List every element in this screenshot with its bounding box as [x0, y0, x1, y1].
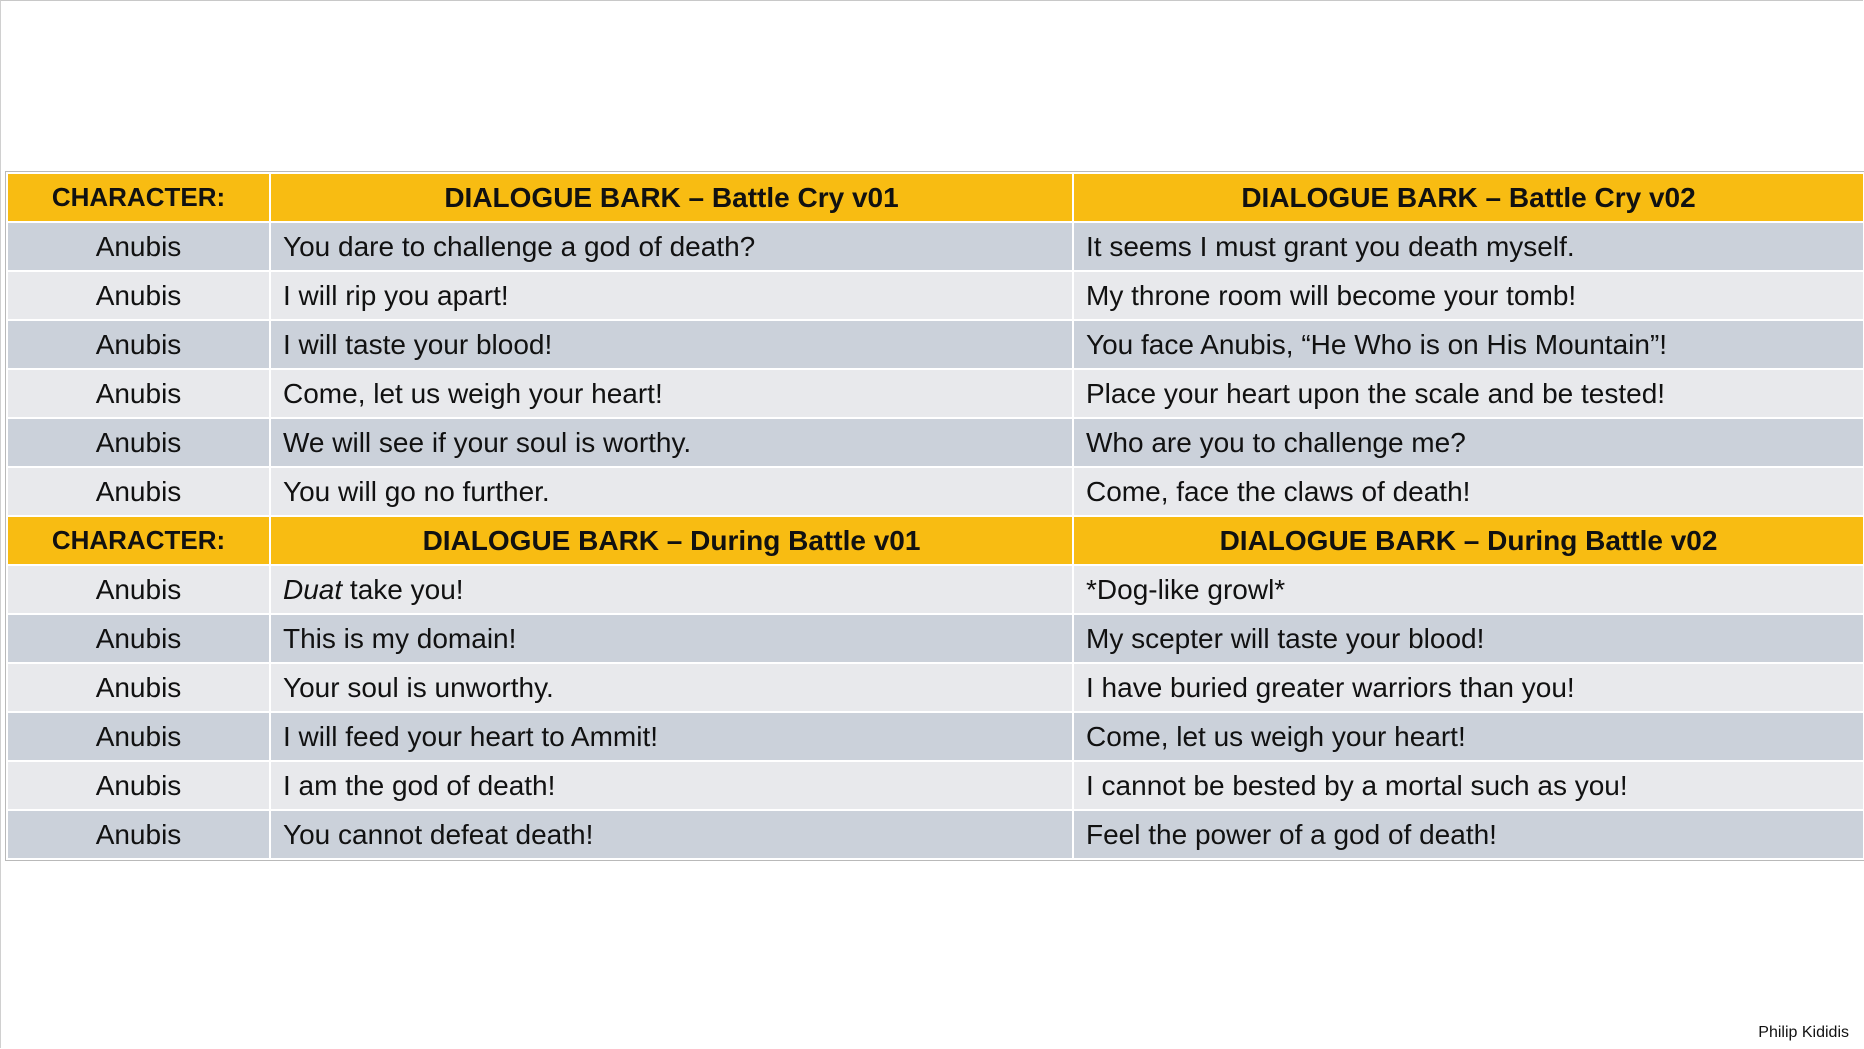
v01-line-cell: You dare to challenge a god of death? — [270, 222, 1073, 271]
dialogue-table — [5, 171, 1864, 861]
v02-line-cell: *Dog-like growl* — [1073, 565, 1864, 614]
v02-line-cell: Place your heart upon the scale and be tested! — [1073, 369, 1864, 418]
character-cell: Anubis — [7, 712, 270, 761]
v02-column-header: DIALOGUE BARK – Battle Cry v02 — [1073, 173, 1864, 222]
section-header-battle-cry — [7, 173, 1864, 222]
v02-line-cell: Come, face the claws of death! — [1073, 467, 1864, 516]
table-row — [7, 320, 1864, 369]
table-row — [7, 271, 1864, 320]
table-row — [7, 663, 1864, 712]
character-cell: Anubis — [7, 369, 270, 418]
v02-line-cell: My throne room will become your tomb! — [1073, 271, 1864, 320]
character-cell: Anubis — [7, 614, 270, 663]
v01-line-cell: Come, let us weigh your heart! — [270, 369, 1073, 418]
character-cell: Anubis — [7, 761, 270, 810]
character-cell: Anubis — [7, 271, 270, 320]
table-row — [7, 614, 1864, 663]
character-cell: Anubis — [7, 418, 270, 467]
character-cell: Anubis — [7, 467, 270, 516]
v01-column-header: DIALOGUE BARK – During Battle v01 — [270, 516, 1073, 565]
table-row — [7, 467, 1864, 516]
v02-line-cell: I cannot be bested by a mortal such as you! — [1073, 761, 1864, 810]
character-column-header: CHARACTER: — [7, 516, 270, 565]
v01-line-cell: Your soul is unworthy. — [270, 663, 1073, 712]
author-credit: Philip Kididis — [1758, 1024, 1849, 1041]
v01-line-cell: I am the god of death! — [270, 761, 1073, 810]
character-column-header: CHARACTER: — [7, 173, 270, 222]
v01-line-cell: I will taste your blood! — [270, 320, 1073, 369]
v01-line-cell: I will feed your heart to Ammit! — [270, 712, 1073, 761]
table-row — [7, 712, 1864, 761]
table-row — [7, 565, 1864, 614]
character-cell: Anubis — [7, 810, 270, 859]
italic-term: Duat — [283, 573, 343, 605]
character-cell: Anubis — [7, 565, 270, 614]
v02-line-cell: My scepter will taste your blood! — [1073, 614, 1864, 663]
character-cell: Anubis — [7, 320, 270, 369]
table-row — [7, 369, 1864, 418]
character-cell: Anubis — [7, 663, 270, 712]
v01-line-cell: You will go no further. — [270, 467, 1073, 516]
v01-line-cell: I will rip you apart! — [270, 271, 1073, 320]
v02-line-cell: Who are you to challenge me? — [1073, 418, 1864, 467]
v02-line-cell: I have buried greater warriors than you! — [1073, 663, 1864, 712]
v02-line-cell: Come, let us weigh your heart! — [1073, 712, 1864, 761]
section-header-during-battle — [7, 516, 1864, 565]
character-cell: Anubis — [7, 222, 270, 271]
v02-column-header: DIALOGUE BARK – During Battle v02 — [1073, 516, 1864, 565]
v01-column-header: DIALOGUE BARK – Battle Cry v01 — [270, 173, 1073, 222]
table-row — [7, 418, 1864, 467]
v01-line-cell: This is my domain! — [270, 614, 1073, 663]
table-row — [7, 761, 1864, 810]
v01-line-cell: We will see if your soul is worthy. — [270, 418, 1073, 467]
table-row — [7, 222, 1864, 271]
v02-line-cell: You face Anubis, “He Who is on His Mountain”! — [1073, 320, 1864, 369]
line-text: take you! — [342, 573, 464, 605]
v01-line-cell — [270, 565, 1073, 614]
v02-line-cell: Feel the power of a god of death! — [1073, 810, 1864, 859]
table-row — [7, 810, 1864, 859]
v01-line-cell: You cannot defeat death! — [270, 810, 1073, 859]
v02-line-cell: It seems I must grant you death myself. — [1073, 222, 1864, 271]
